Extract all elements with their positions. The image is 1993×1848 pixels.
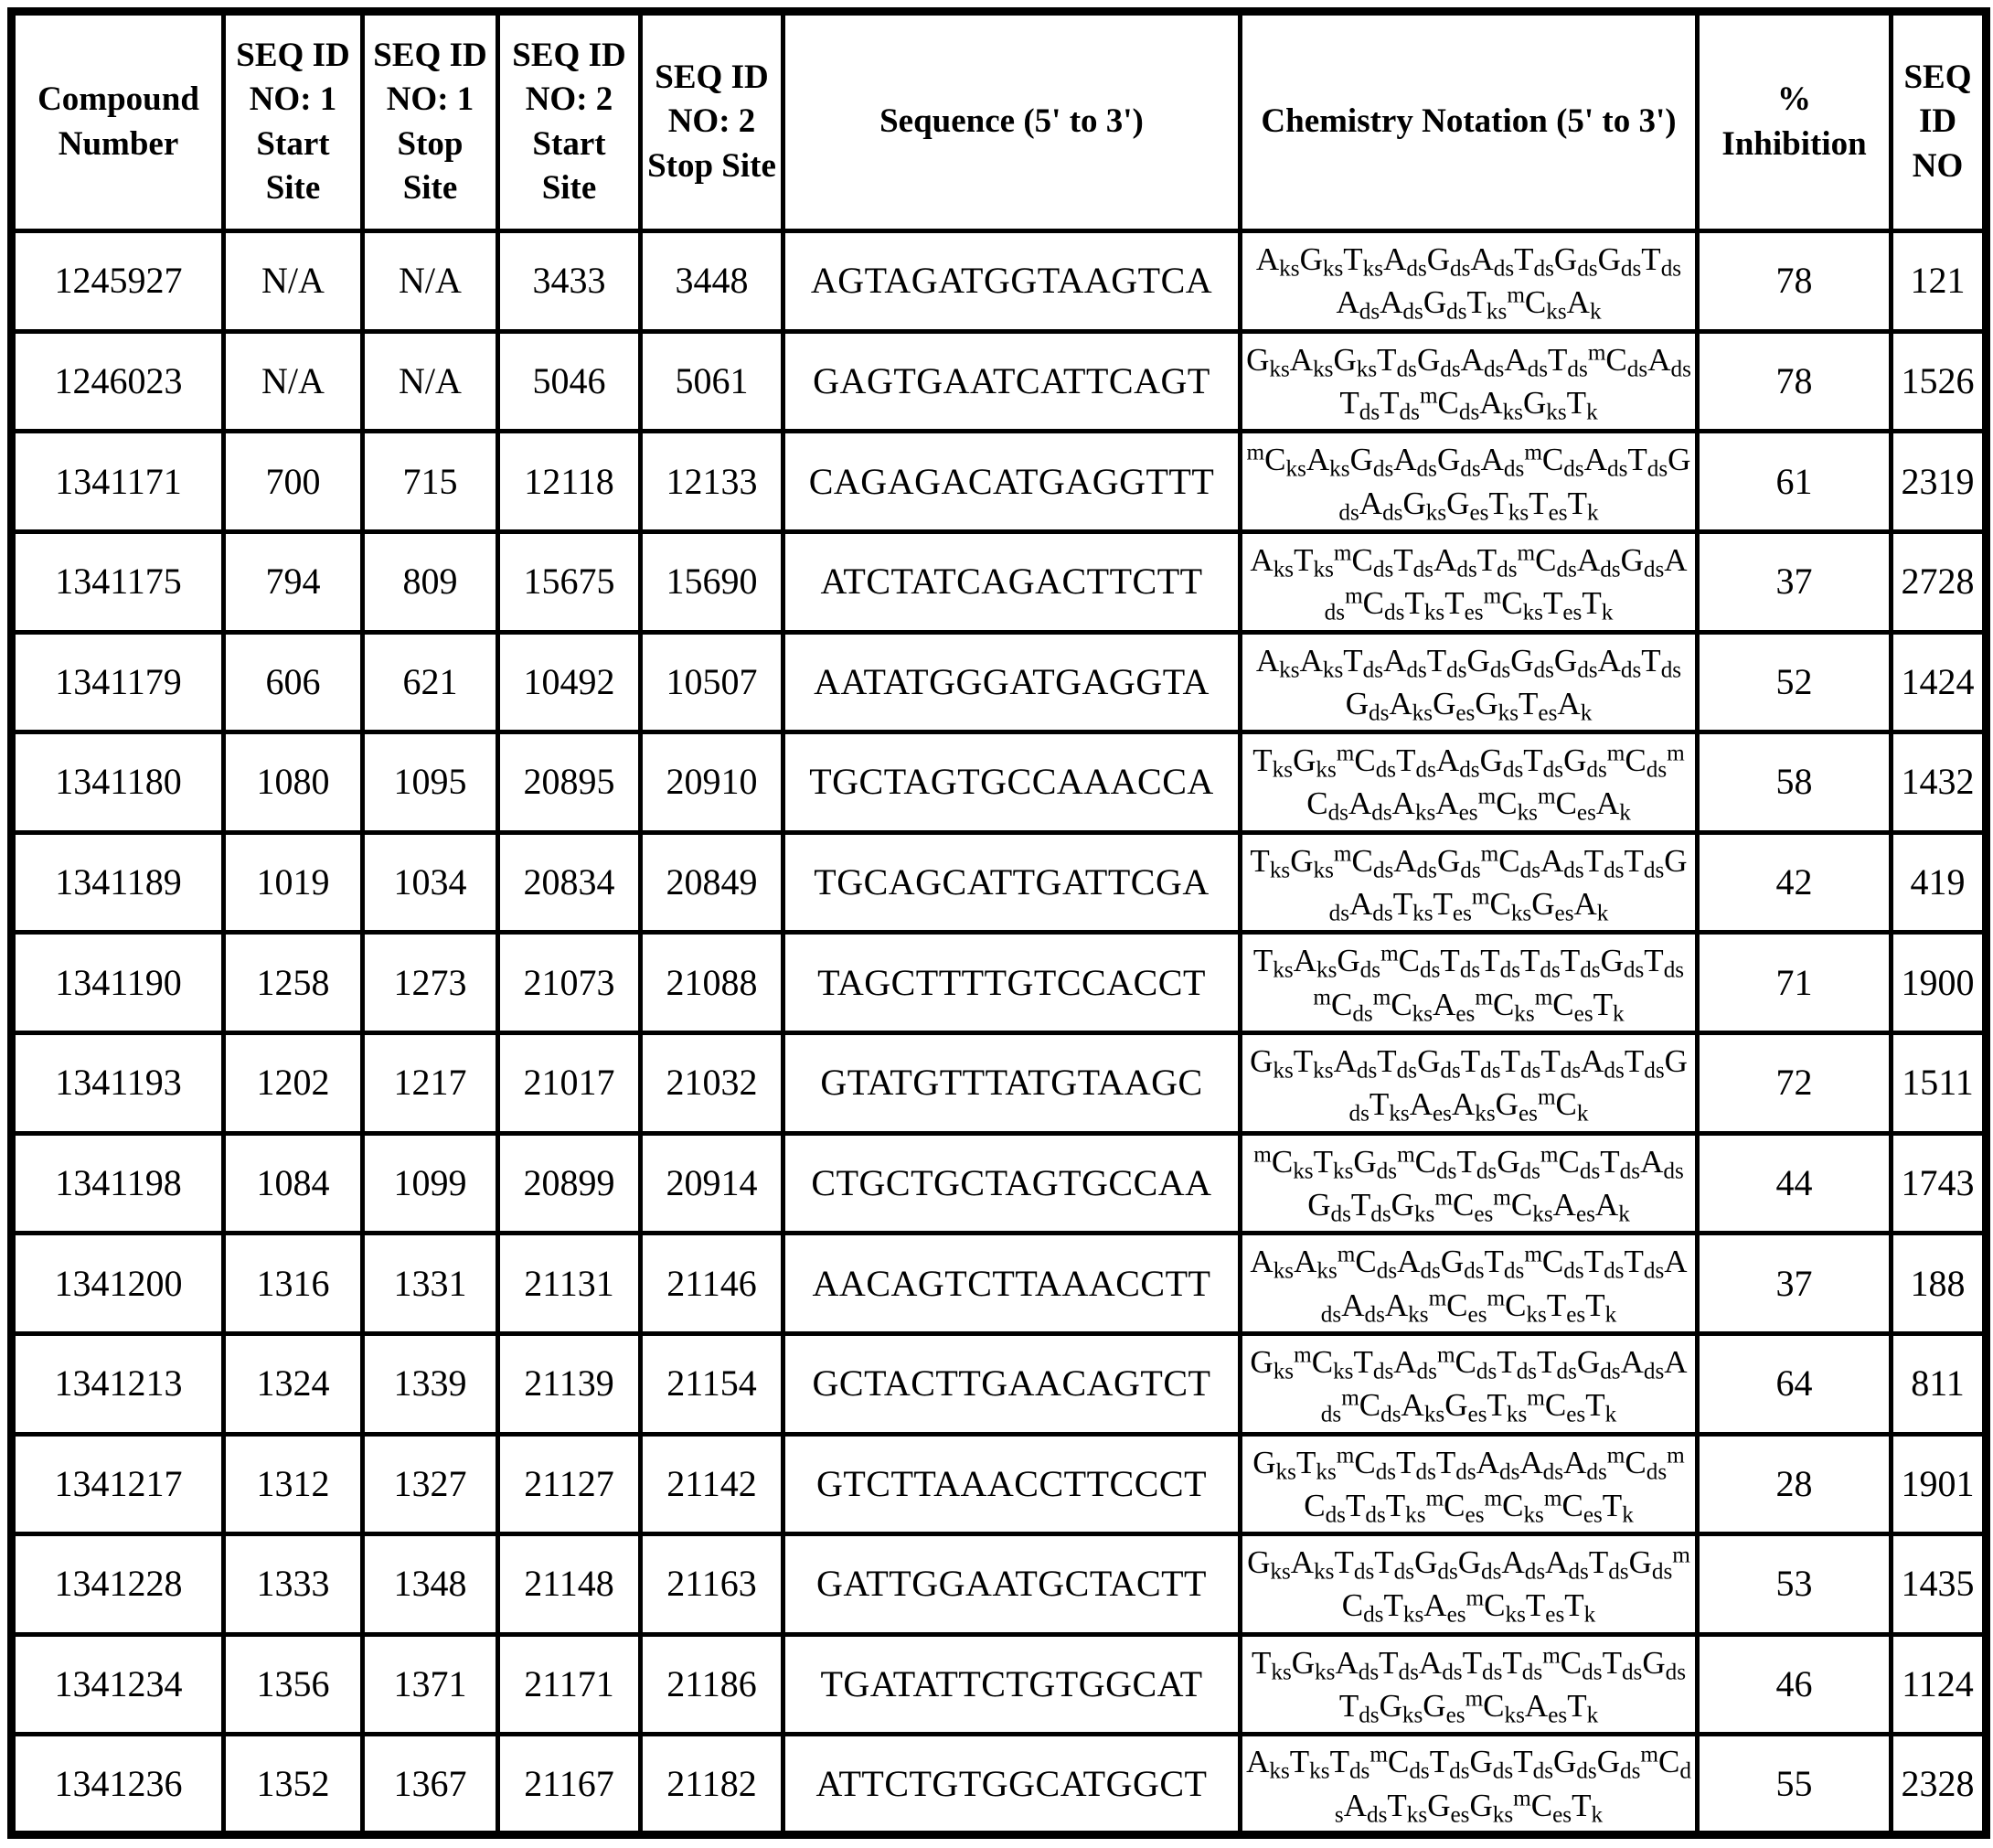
seq1-start-site-cell: N/A [224, 231, 363, 332]
percent-inhibition-cell: 58 [1698, 732, 1892, 833]
header-row [12, 12, 1987, 231]
sequence-cell: AGTAGATGGTAAGTCA [783, 231, 1241, 332]
seq2-start-site-cell: 15675 [498, 531, 641, 632]
seq1-stop-site-cell: 809 [363, 531, 498, 632]
seq1-start-site-cell: 1356 [224, 1634, 363, 1735]
sequence-cell: CAGAGACATGAGGTTT [783, 432, 1241, 532]
seq-id-no-cell: 2328 [1892, 1735, 1987, 1835]
percent-inhibition-cell: 28 [1698, 1434, 1892, 1534]
table-row [12, 632, 1987, 732]
chemistry-notation-cell: $^mC_{ks}A_{ks}G_{ds}A_{ds}G_{ds}A_{ds}^mC_{ds}A_{ds}T_{ds}G_{ds}A_{ds}G_{ks}G_{es}T_{ks}T_{es}T_k$ [1241, 432, 1698, 532]
chemistry-notation-cell: $T_{ks}G_{ks}A_{ds}T_{ds}A_{ds}T_{ds}T_{ds}^mC_{ds}T_{ds}G_{ds}T_{ds}G_{ks}G_{es}^mC_{ks}A_{es}T_k$ [1241, 1634, 1698, 1735]
seq2-start-site-cell: 21167 [498, 1735, 641, 1835]
compound-number-cell: 1341171 [12, 432, 224, 532]
chemistry-notation-cell: $G_{ks}T_{ks}^mC_{ds}T_{ds}T_{ds}A_{ds}A_{ds}A_{ds}^mC_{ds}^mC_{ds}T_{ds}T_{ks}^mC_{es}^mC_{ks}^mC_{es}T_k$ [1241, 1434, 1698, 1534]
table-row [12, 1434, 1987, 1534]
seq1-stop-site-cell: 1034 [363, 832, 498, 933]
seq1-start-site-cell: 1202 [224, 1033, 363, 1134]
seq2-stop-site-cell: 21146 [641, 1234, 783, 1334]
seq1-stop-site-cell: 1273 [363, 933, 498, 1033]
seq-id-no-cell: 1432 [1892, 732, 1987, 833]
seq2-stop-site-cell: 10507 [641, 632, 783, 732]
chemistry-notation-cell: $T_{ks}A_{ks}G_{ds}^mC_{ds}T_{ds}T_{ds}T_{ds}T_{ds}G_{ds}T_{ds}^mC_{ds}^mC_{ks}A_{es}^mC_{ks}^mC_{es}T_k$ [1241, 933, 1698, 1033]
compound-number-cell: 1341189 [12, 832, 224, 933]
seq-id-no-cell: 1424 [1892, 632, 1987, 732]
percent-inhibition-cell: 78 [1698, 231, 1892, 332]
seq1-start-site-cell: 1316 [224, 1234, 363, 1334]
seq1-start-site-cell: 1333 [224, 1534, 363, 1635]
table-row [12, 732, 1987, 833]
seq1-stop-site-cell: N/A [363, 331, 498, 432]
chemistry-notation-cell: $T_{ks}G_{ks}^mC_{ds}T_{ds}A_{ds}G_{ds}T_{ds}G_{ds}^mC_{ds}^mC_{ds}A_{ds}A_{ks}A_{es}^mC_{ks}^mC_{es}A_k$ [1241, 732, 1698, 833]
seq2-stop-site-cell: 21182 [641, 1735, 783, 1835]
seq1-stop-site-cell: 1331 [363, 1234, 498, 1334]
seq2-stop-site-cell: 12133 [641, 432, 783, 532]
seq2-stop-site-cell: 15690 [641, 531, 783, 632]
seq-id-no-cell: 811 [1892, 1333, 1987, 1434]
seq1-start-site-cell: 1312 [224, 1434, 363, 1534]
seq2-stop-site-cell: 21088 [641, 933, 783, 1033]
percent-inhibition-cell: 44 [1698, 1133, 1892, 1234]
seq2-start-site-cell: 3433 [498, 231, 641, 332]
seq-id-no-cell: 419 [1892, 832, 1987, 933]
seq2-start-site-cell: 12118 [498, 432, 641, 532]
seq2-start-site-cell: 20834 [498, 832, 641, 933]
percent-inhibition-cell: 64 [1698, 1333, 1892, 1434]
table-row [12, 531, 1987, 632]
seq1-stop-site-cell: 1327 [363, 1434, 498, 1534]
seq2-start-site-cell: 21139 [498, 1333, 641, 1434]
table-row [12, 331, 1987, 432]
seq2-start-site-cell: 21171 [498, 1634, 641, 1735]
seq1-start-site-cell: 1084 [224, 1133, 363, 1234]
seq2-stop-site-cell: 21163 [641, 1534, 783, 1635]
seq2-start-site-cell: 10492 [498, 632, 641, 732]
seq-id-no-cell: 1526 [1892, 331, 1987, 432]
sequence-cell: GCTACTTGAACAGTCT [783, 1333, 1241, 1434]
seq2-start-site-cell: 20899 [498, 1133, 641, 1234]
seq-id-no-cell: 188 [1892, 1234, 1987, 1334]
percent-inhibition-cell: 61 [1698, 432, 1892, 532]
sequence-cell: GAGTGAATCATTCAGT [783, 331, 1241, 432]
seq-id-no-cell: 2319 [1892, 432, 1987, 532]
seq1-stop-site-cell: 1367 [363, 1735, 498, 1835]
col-header-seq-id-no: SEQ ID NO [1892, 12, 1987, 231]
col-header-chemistry-notation: Chemistry Notation (5' to 3') [1241, 12, 1698, 231]
seq1-start-site-cell: 794 [224, 531, 363, 632]
compound-number-cell: 1341213 [12, 1333, 224, 1434]
compound-number-cell: 1341236 [12, 1735, 224, 1835]
chemistry-notation-cell: $G_{ks}A_{ks}G_{ks}T_{ds}G_{ds}A_{ds}A_{ds}T_{ds}^mC_{ds}A_{ds}T_{ds}T_{ds}^mC_{ds}A_{ks}G_{ks}T_k$ [1241, 331, 1698, 432]
seq1-stop-site-cell: N/A [363, 231, 498, 332]
seq1-stop-site-cell: 715 [363, 432, 498, 532]
seq1-stop-site-cell: 1095 [363, 732, 498, 833]
compound-table [7, 7, 1990, 1839]
sequence-cell: GTATGTTTATGTAAGC [783, 1033, 1241, 1134]
seq1-start-site-cell: 1258 [224, 933, 363, 1033]
col-header-seq2-stop-site: SEQ ID NO: 2 Stop Site [641, 12, 783, 231]
sequence-cell: ATCTATCAGACTTCTT [783, 531, 1241, 632]
percent-inhibition-cell: 71 [1698, 933, 1892, 1033]
percent-inhibition-cell: 42 [1698, 832, 1892, 933]
seq2-start-site-cell: 21127 [498, 1434, 641, 1534]
seq1-start-site-cell: 1019 [224, 832, 363, 933]
table-row [12, 1234, 1987, 1334]
col-header-seq1-start-site: SEQ ID NO: 1 Start Site [224, 12, 363, 231]
seq1-stop-site-cell: 1099 [363, 1133, 498, 1234]
col-header-percent-inhibition: % Inhibition [1698, 12, 1892, 231]
table-row [12, 231, 1987, 332]
table-row [12, 1634, 1987, 1735]
compound-number-cell: 1341234 [12, 1634, 224, 1735]
percent-inhibition-cell: 78 [1698, 331, 1892, 432]
seq2-stop-site-cell: 3448 [641, 231, 783, 332]
seq2-start-site-cell: 5046 [498, 331, 641, 432]
compound-number-cell: 1245927 [12, 231, 224, 332]
compound-number-cell: 1341217 [12, 1434, 224, 1534]
percent-inhibition-cell: 46 [1698, 1634, 1892, 1735]
col-header-seq2-start-site: SEQ ID NO: 2 Start Site [498, 12, 641, 231]
chemistry-notation-cell: $A_{ks}T_{ks}^mC_{ds}T_{ds}A_{ds}T_{ds}^mC_{ds}A_{ds}G_{ds}A_{ds}^mC_{ds}T_{ks}T_{es}^mC_{ks}T_{es}T_k$ [1241, 531, 1698, 632]
table-row [12, 1033, 1987, 1134]
percent-inhibition-cell: 37 [1698, 531, 1892, 632]
table-row [12, 1534, 1987, 1635]
table-row [12, 1735, 1987, 1835]
seq1-stop-site-cell: 621 [363, 632, 498, 732]
seq2-stop-site-cell: 21032 [641, 1033, 783, 1134]
seq-id-no-cell: 2728 [1892, 531, 1987, 632]
chemistry-notation-cell: $A_{ks}A_{ks}T_{ds}A_{ds}T_{ds}G_{ds}G_{ds}G_{ds}A_{ds}T_{ds}G_{ds}A_{ks}G_{es}G_{ks}T_{es}A_k$ [1241, 632, 1698, 732]
sequence-cell: TAGCTTTTGTCCACCT [783, 933, 1241, 1033]
sequence-cell: GTCTTAAACCTTCCCT [783, 1434, 1241, 1534]
compound-number-cell: 1246023 [12, 331, 224, 432]
sequence-cell: ATTCTGTGGCATGGCT [783, 1735, 1241, 1835]
seq-id-no-cell: 121 [1892, 231, 1987, 332]
compound-number-cell: 1341193 [12, 1033, 224, 1134]
sequence-cell: AATATGGGATGAGGTA [783, 632, 1241, 732]
seq1-stop-site-cell: 1348 [363, 1534, 498, 1635]
seq-id-no-cell: 1743 [1892, 1133, 1987, 1234]
chemistry-notation-cell: $A_{ks}A_{ks}^mC_{ds}A_{ds}G_{ds}T_{ds}^mC_{ds}T_{ds}T_{ds}A_{ds}A_{ds}A_{ks}^mC_{es}^mC_{ks}T_{es}T_k$ [1241, 1234, 1698, 1334]
chemistry-notation-cell: $G_{ks}A_{ks}T_{ds}T_{ds}G_{ds}G_{ds}A_{ds}A_{ds}T_{ds}G_{ds}^mC_{ds}T_{ks}A_{es}^mC_{ks}T_{es}T_k$ [1241, 1534, 1698, 1635]
seq2-stop-site-cell: 21154 [641, 1333, 783, 1434]
seq2-stop-site-cell: 20849 [641, 832, 783, 933]
sequence-cell: GATTGGAATGCTACTT [783, 1534, 1241, 1635]
sequence-cell: TGCTAGTGCCAAACCA [783, 732, 1241, 833]
seq1-stop-site-cell: 1217 [363, 1033, 498, 1134]
seq-id-no-cell: 1435 [1892, 1534, 1987, 1635]
percent-inhibition-cell: 37 [1698, 1234, 1892, 1334]
seq2-stop-site-cell: 21186 [641, 1634, 783, 1735]
seq-id-no-cell: 1901 [1892, 1434, 1987, 1534]
seq2-stop-site-cell: 20914 [641, 1133, 783, 1234]
sequence-cell: TGCAGCATTGATTCGA [783, 832, 1241, 933]
compound-number-cell: 1341180 [12, 732, 224, 833]
percent-inhibition-cell: 53 [1698, 1534, 1892, 1635]
seq2-start-site-cell: 21148 [498, 1534, 641, 1635]
compound-number-cell: 1341179 [12, 632, 224, 732]
seq2-start-site-cell: 21131 [498, 1234, 641, 1334]
seq2-start-site-cell: 21017 [498, 1033, 641, 1134]
percent-inhibition-cell: 55 [1698, 1735, 1892, 1835]
percent-inhibition-cell: 52 [1698, 632, 1892, 732]
chemistry-notation-cell: $G_{ks}T_{ks}A_{ds}T_{ds}G_{ds}T_{ds}T_{ds}T_{ds}A_{ds}T_{ds}G_{ds}T_{ks}A_{es}A_{ks}G_{es}^mC_k$ [1241, 1033, 1698, 1134]
seq1-stop-site-cell: 1339 [363, 1333, 498, 1434]
table-row [12, 933, 1987, 1033]
seq1-start-site-cell: 1324 [224, 1333, 363, 1434]
chemistry-notation-cell: $A_{ks}G_{ks}T_{ks}A_{ds}G_{ds}A_{ds}T_{ds}G_{ds}G_{ds}T_{ds}A_{ds}A_{ds}G_{ds}T_{ks}^mC_{ks}A_k$ [1241, 231, 1698, 332]
compound-number-cell: 1341190 [12, 933, 224, 1033]
compound-number-cell: 1341175 [12, 531, 224, 632]
seq1-start-site-cell: 1080 [224, 732, 363, 833]
compound-number-cell: 1341200 [12, 1234, 224, 1334]
col-header-seq1-stop-site: SEQ ID NO: 1 Stop Site [363, 12, 498, 231]
seq2-stop-site-cell: 20910 [641, 732, 783, 833]
sequence-cell: TGATATTCTGTGGCAT [783, 1634, 1241, 1735]
percent-inhibition-cell: 72 [1698, 1033, 1892, 1134]
table-row [12, 1333, 1987, 1434]
seq1-start-site-cell: 606 [224, 632, 363, 732]
seq-id-no-cell: 1124 [1892, 1634, 1987, 1735]
seq1-start-site-cell: 700 [224, 432, 363, 532]
sequence-cell: AACAGTCTTAAACCTT [783, 1234, 1241, 1334]
seq-id-no-cell: 1900 [1892, 933, 1987, 1033]
seq2-stop-site-cell: 21142 [641, 1434, 783, 1534]
seq1-stop-site-cell: 1371 [363, 1634, 498, 1735]
sequence-cell: CTGCTGCTAGTGCCAA [783, 1133, 1241, 1234]
col-header-compound-number: Compound Number [12, 12, 224, 231]
table-row [12, 832, 1987, 933]
table-body [12, 231, 1987, 1835]
chemistry-notation-cell: $^mC_{ks}T_{ks}G_{ds}^mC_{ds}T_{ds}G_{ds}^mC_{ds}T_{ds}A_{ds}G_{ds}T_{ds}G_{ks}^mC_{es}^mC_{ks}A_{es}A_k$ [1241, 1133, 1698, 1234]
seq1-start-site-cell: N/A [224, 331, 363, 432]
table-row [12, 1133, 1987, 1234]
compound-number-cell: 1341228 [12, 1534, 224, 1635]
seq1-start-site-cell: 1352 [224, 1735, 363, 1835]
chemistry-notation-cell: $A_{ks}T_{ks}T_{ds}^mC_{ds}T_{ds}G_{ds}T_{ds}G_{ds}G_{ds}^mC_{ds}A_{ds}T_{ks}G_{es}G_{ks}^mC_{es}T_k$ [1241, 1735, 1698, 1835]
compound-number-cell: 1341198 [12, 1133, 224, 1234]
chemistry-notation-cell: $G_{ks}^mC_{ks}T_{ds}A_{ds}^mC_{ds}T_{ds}T_{ds}G_{ds}A_{ds}A_{ds}^mC_{ds}A_{ks}G_{es}T_{ks}^mC_{es}T_k$ [1241, 1333, 1698, 1434]
seq-id-no-cell: 1511 [1892, 1033, 1987, 1134]
table-row [12, 432, 1987, 532]
seq2-start-site-cell: 21073 [498, 933, 641, 1033]
chemistry-notation-cell: $T_{ks}G_{ks}^mC_{ds}A_{ds}G_{ds}^mC_{ds}A_{ds}T_{ds}T_{ds}G_{ds}A_{ds}T_{ks}T_{es}^mC_{ks}G_{es}A_k$ [1241, 832, 1698, 933]
seq2-start-site-cell: 20895 [498, 732, 641, 833]
col-header-sequence: Sequence (5' to 3') [783, 12, 1241, 231]
seq2-stop-site-cell: 5061 [641, 331, 783, 432]
